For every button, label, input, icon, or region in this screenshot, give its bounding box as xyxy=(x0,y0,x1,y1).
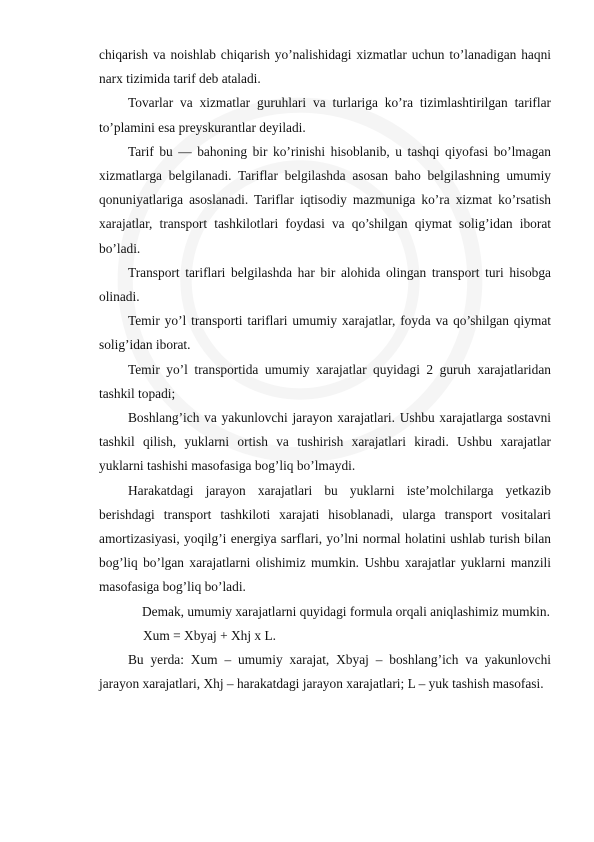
paragraph-railway-tariffs: Temir yo’l transporti tariflari umumiy xarajatlar, foyda va qo’shilgan qiymat solig’idan iborat. xyxy=(99,313,551,353)
document-body xyxy=(99,43,551,696)
paragraph-continuation: chiqarish va noishlab chiqarish yo’nalishidagi xizmatlar uchun to’lanadigan haqni narx tizimida tarif deb ataladi. xyxy=(99,47,551,87)
paragraph-tarif-definition: Tarif bu — bahoning bir ko’rinishi hisoblanib, u tashqi qiyofasi bo’lmagan xizmatlarga belgilanadi. Tariflar belgilashda asosan baho belgilashning umumiy qonuniyatlariga asoslanadi. Tariflar iqtisodiy mazmuniga ko’ra xizmat ko’rsatish xarajatlar, transport tashkilotlari foydasi va qo’shilgan qiymat solig’idan iborat bo’ladi. xyxy=(99,143,551,256)
paragraph-initial-final-costs: Boshlang’ich va yakunlovchi jarayon xarajatlari. Ushbu xarajatlarga sostavni tashkil qilish, yuklarni ortish va tushirish xarajatlari kiradi. Ushbu xarajatlar yuklarni tashishi masofasiga bog’liq bo’lmaydi. xyxy=(99,410,551,474)
formula-line: Xum = Xbyaj + Xhj x L. xyxy=(143,627,277,643)
paragraph-preyskurant: Tovarlar va xizmatlar guruhlari va turlariga ko’ra tizimlashtirilgan tariflar to’plamini esa preyskurantlar deyiladi. xyxy=(99,95,551,135)
paragraph-movement-costs: Harakatdagi jarayon xarajatlari bu yuklarni iste’molchilarga yetkazib berishdagi transport tashkiloti xarajati hisoblanadi, ularga transport vositalari amortizasiyasi, yoqilg’i energiya sarflari, yo’lni normal holatini ushlab turish bilan bog’liq bo’lgan xarajatlarni olishimiz mumkin. Ushbu xarajatlar yuklarni manzili masofasiga bog’liq bo’ladi. xyxy=(99,482,551,595)
formula-definitions: Bu yerda: Xum – umumiy xarajat, Xbyaj – boshlang’ich va yakunlovchi jarayon xarajatlari, Xhj – harakatdagi jarayon xarajatlari; L – yuk tashish masofasi. xyxy=(99,652,551,692)
formula-intro: Demak, umumiy xarajatlarni quyidagi formula orqali aniqlashimiz mumkin. xyxy=(142,603,550,619)
paragraph-cost-groups: Temir yo’l transportida umumiy xarajatlar quyidagi 2 guruh xarajatlaridan tashkil topadi; xyxy=(99,361,551,401)
paragraph-transport-tariffs: Transport tariflari belgilashda har bir alohida olingan transport turi hisobga olinadi. xyxy=(99,264,551,305)
